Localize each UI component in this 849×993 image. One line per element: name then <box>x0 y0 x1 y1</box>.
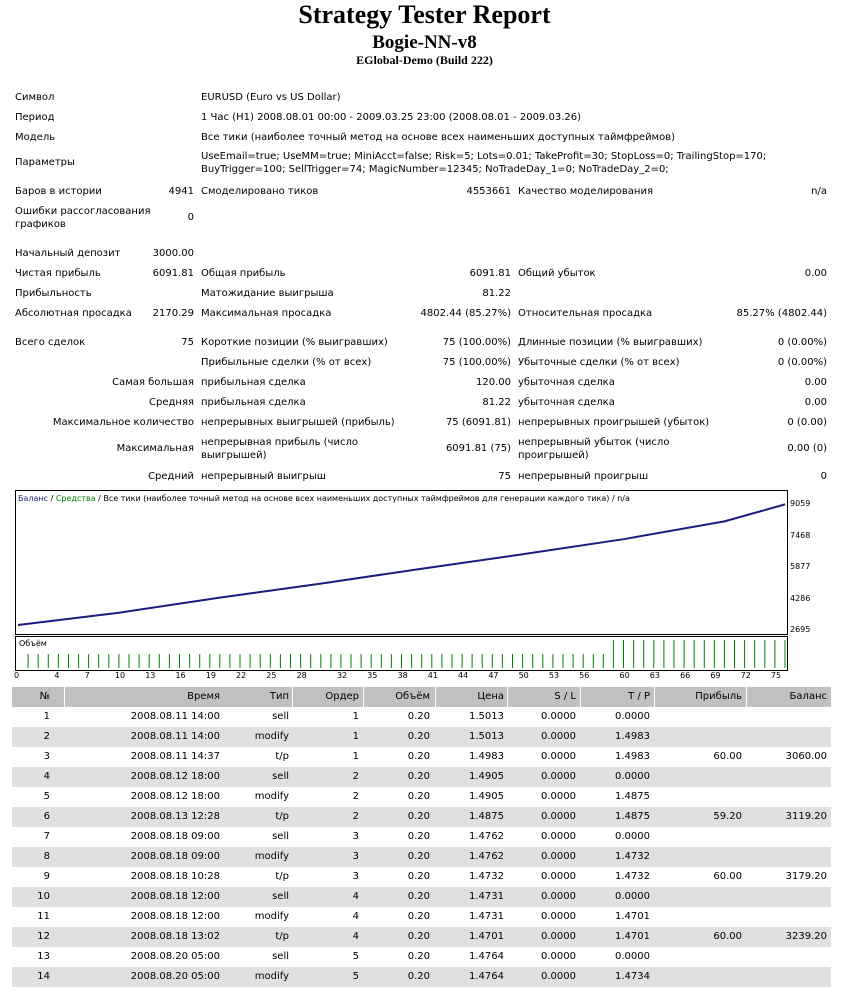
balance-y-tick: 5877 <box>790 562 811 571</box>
table-cell: 1.4764 <box>469 971 504 982</box>
header-divider <box>363 687 364 707</box>
balance-plot <box>16 491 787 634</box>
table-cell: 2008.08.11 14:00 <box>130 711 220 722</box>
table-cell: 1.4905 <box>469 791 504 802</box>
errors-value: 0 <box>187 212 194 223</box>
gross-profit-value: 6091.81 <box>469 268 511 279</box>
column-header: S / L <box>554 691 576 702</box>
table-cell: sell <box>272 951 289 962</box>
table-cell: t/p <box>275 931 289 942</box>
table-cell: 11 <box>37 911 50 922</box>
table-cell: 1.4701 <box>469 931 504 942</box>
table-cell: 0.0000 <box>541 731 576 742</box>
largest-profit-value: 120.00 <box>476 377 511 388</box>
ticks-label: Смоделировано тиков <box>201 186 319 197</box>
total-trades-value: 75 <box>181 337 194 348</box>
table-cell: 6 <box>43 811 50 822</box>
column-header: Цена <box>477 691 504 702</box>
maximal-loss-value: 0.00 (0) <box>787 443 827 454</box>
volume-x-tick: 50 <box>518 671 529 680</box>
volume-x-tick: 75 <box>770 671 782 680</box>
table-cell: 0.0000 <box>541 851 576 862</box>
loss-trades-label: Убыточные сделки (% от всех) <box>518 357 680 368</box>
table-cell: 1 <box>352 751 359 762</box>
params-line-1: UseEmail=true; UseMM=true; MiniAcct=false; Risk=5; Lots=0.01; TakeProfit=30; StopLoss=0; TrailingStop=170; <box>201 151 767 162</box>
table-cell: sell <box>272 831 289 842</box>
table-row <box>12 947 831 967</box>
average-label: Средняя <box>149 397 194 408</box>
max-drawdown-value: 4802.44 (85.27%) <box>420 308 511 319</box>
volume-x-tick: 32 <box>336 671 348 680</box>
table-cell: 1.5013 <box>469 711 504 722</box>
table-cell: 4 <box>352 911 359 922</box>
table-cell: 0.0000 <box>615 951 650 962</box>
table-cell: 2008.08.18 13:02 <box>130 931 220 942</box>
header-divider <box>580 687 581 707</box>
trades-header <box>12 687 831 707</box>
maximal-label: Максимальная <box>116 443 194 454</box>
table-cell: modify <box>254 791 289 802</box>
header-divider <box>435 687 436 707</box>
net-profit-value: 6091.81 <box>152 268 194 279</box>
avg-consecutive-losses-value: 0 <box>820 471 827 482</box>
table-cell: 0.0000 <box>541 871 576 882</box>
table-cell: 1.4875 <box>615 791 650 802</box>
table-row <box>12 967 831 987</box>
table-cell: 60.00 <box>713 751 742 762</box>
table-cell: 1.4734 <box>615 971 650 982</box>
table-cell: 4 <box>352 891 359 902</box>
table-cell: 0.0000 <box>541 951 576 962</box>
errors-label-2: графиков <box>15 219 66 230</box>
maximal-loss-label-1: непрерывный убыток (число <box>518 437 670 448</box>
table-cell: 5 <box>352 951 359 962</box>
table-cell: 3060.00 <box>785 751 827 762</box>
table-cell: 3 <box>352 871 359 882</box>
table-cell: 2008.08.18 09:00 <box>130 851 220 862</box>
gross-loss-label: Общий убыток <box>518 268 596 279</box>
table-cell: 2 <box>352 811 359 822</box>
table-cell: t/p <box>275 751 289 762</box>
table-cell: 0.0000 <box>615 711 650 722</box>
table-cell: 0.20 <box>407 871 430 882</box>
table-cell: 3179.20 <box>785 871 827 882</box>
table-cell: 1.4875 <box>615 811 650 822</box>
table-cell: 1.4701 <box>615 931 650 942</box>
table-cell: 0.20 <box>407 811 430 822</box>
table-cell: modify <box>254 731 289 742</box>
table-row <box>12 927 831 947</box>
short-positions-value: 75 (100.00%) <box>442 337 511 348</box>
table-cell: 0.20 <box>407 851 430 862</box>
table-cell: 5 <box>352 971 359 982</box>
table-cell: t/p <box>275 871 289 882</box>
table-cell: 3 <box>43 751 50 762</box>
largest-loss-value: 0.00 <box>804 377 827 388</box>
balance-line <box>18 504 785 625</box>
volume-x-tick: 22 <box>236 671 247 680</box>
max-drawdown-label: Максимальная просадка <box>201 308 332 319</box>
volume-x-tick: 28 <box>296 671 307 680</box>
table-cell: modify <box>254 851 289 862</box>
table-cell: 60.00 <box>713 871 742 882</box>
volume-label: Объём <box>19 639 47 648</box>
table-cell: 59.20 <box>713 811 742 822</box>
expected-payoff-label: Матожидание выигрыша <box>201 288 334 299</box>
table-cell: 0.0000 <box>541 831 576 842</box>
max-count-losses-label: непрерывных проигрышей (убыток) <box>518 417 710 428</box>
table-cell: 0.0000 <box>541 811 576 822</box>
table-cell: 1.4731 <box>469 891 504 902</box>
quality-value: n/a <box>811 186 827 197</box>
bars-value: 4941 <box>168 186 194 197</box>
table-cell: 10 <box>37 891 50 902</box>
table-cell: 0.0000 <box>541 911 576 922</box>
table-cell: 0.20 <box>407 751 430 762</box>
table-cell: 0.0000 <box>541 891 576 902</box>
model-label: Модель <box>15 132 56 143</box>
max-count-wins-label: непрерывных выигрышей (прибыль) <box>201 417 395 428</box>
max-count-losses-value: 0 (0.00) <box>787 417 827 428</box>
table-cell: 1 <box>352 731 359 742</box>
errors-label-1: Ошибки рассогласования <box>15 206 151 217</box>
table-cell: 0.20 <box>407 831 430 842</box>
maximal-loss-label-2: проигрышей) <box>518 450 589 461</box>
deposit-value: 3000.00 <box>152 248 194 259</box>
header-divider <box>746 687 747 707</box>
table-cell: 1 <box>43 711 50 722</box>
long-positions-value: 0 (0.00%) <box>777 337 827 348</box>
table-cell: 2008.08.11 14:37 <box>130 751 220 762</box>
report-title: Strategy Tester Report <box>298 0 551 29</box>
column-header: T / P <box>628 691 650 702</box>
table-cell: 1.4983 <box>615 751 650 762</box>
table-cell: 1.4983 <box>469 751 504 762</box>
header-divider <box>292 687 293 707</box>
table-cell: 0.20 <box>407 971 430 982</box>
table-cell: 3239.20 <box>785 931 827 942</box>
volume-x-tick: 72 <box>740 671 751 680</box>
expert-name: Bogie-NN-v8 <box>372 32 477 53</box>
volume-x-tick: 69 <box>710 671 721 680</box>
gross-loss-value: 0.00 <box>804 268 827 279</box>
table-cell: modify <box>254 911 289 922</box>
profit-trades-value: 75 (100.00%) <box>442 357 511 368</box>
table-cell: 2 <box>352 771 359 782</box>
table-cell: 3 <box>352 831 359 842</box>
average-loss-label: убыточная сделка <box>518 397 615 408</box>
table-row <box>12 887 831 907</box>
table-cell: 4 <box>352 931 359 942</box>
table-cell: 2008.08.13 12:28 <box>130 811 220 822</box>
avg-consecutive-wins-value: 75 <box>498 471 511 482</box>
table-cell: 0.20 <box>407 771 430 782</box>
table-row <box>12 867 831 887</box>
table-cell: sell <box>272 771 289 782</box>
table-row <box>12 747 831 767</box>
table-row <box>12 847 831 867</box>
table-row <box>12 907 831 927</box>
largest-profit-label: прибыльная сделка <box>201 377 306 388</box>
table-cell: 8 <box>43 851 50 862</box>
rel-drawdown-label: Относительная просадка <box>518 308 653 319</box>
balance-y-tick: 2695 <box>790 625 811 634</box>
table-cell: 5 <box>43 791 50 802</box>
table-cell: 1.4732 <box>615 871 650 882</box>
column-header: Тип <box>269 691 289 702</box>
table-row <box>12 767 831 787</box>
column-header: Объём <box>395 691 430 702</box>
gross-profit-label: Общая прибыль <box>201 268 286 279</box>
table-cell: 2008.08.18 12:00 <box>130 911 220 922</box>
table-cell: t/p <box>275 811 289 822</box>
table-cell: 1.4764 <box>469 951 504 962</box>
total-trades-label: Всего сделок <box>15 337 86 348</box>
long-positions-label: Длинные позиции (% выигравших) <box>518 337 703 348</box>
volume-chart <box>15 636 788 671</box>
volume-x-tick: 19 <box>205 671 216 680</box>
table-cell: 1.4762 <box>469 831 504 842</box>
table-cell: 1.4905 <box>469 771 504 782</box>
server-name: EGlobal-Demo (Build 222) <box>356 53 493 67</box>
table-cell: 0.20 <box>407 891 430 902</box>
table-cell: 1.5013 <box>469 731 504 742</box>
table-cell: 1.4875 <box>469 811 504 822</box>
volume-x-tick: 60 <box>619 671 630 680</box>
column-header: Ордер <box>325 691 359 702</box>
legend-separator: / <box>48 494 56 503</box>
abs-drawdown-label: Абсолютная просадка <box>15 308 132 319</box>
legend-description: / Все тики (наиболее точный метод на основе всех наименьших доступных таймфреймов для генерации каждого тика) / n/a <box>95 494 630 503</box>
average-loss-value: 0.00 <box>804 397 827 408</box>
table-cell: 7 <box>43 831 50 842</box>
model-value: Все тики (наиболее точный метод на основе всех наименьших доступных таймфреймов) <box>201 132 676 143</box>
largest-loss-label: убыточная сделка <box>518 377 615 388</box>
period-value: 1 Час (H1) 2008.08.01 00:00 - 2009.03.25 23:00 (2008.08.01 - 2009.03.26) <box>201 112 581 123</box>
symbol-value: EURUSD (Euro vs US Dollar) <box>201 92 341 103</box>
volume-x-tick: 25 <box>266 671 277 680</box>
table-cell: 0.0000 <box>541 711 576 722</box>
period-label: Период <box>15 112 55 123</box>
table-row <box>12 727 831 747</box>
table-cell: 13 <box>37 951 50 962</box>
table-cell: 0.20 <box>407 931 430 942</box>
table-cell: 12 <box>37 931 50 942</box>
column-header: Прибыль <box>695 691 742 702</box>
table-cell: 2 <box>352 791 359 802</box>
volume-plot <box>16 637 787 670</box>
table-cell: 0.20 <box>407 951 430 962</box>
header-divider <box>654 687 655 707</box>
table-row <box>12 807 831 827</box>
table-cell: 1.4731 <box>469 911 504 922</box>
average-profit-value: 81.22 <box>482 397 511 408</box>
largest-label: Самая большая <box>112 377 194 388</box>
table-cell: 14 <box>37 971 50 982</box>
table-cell: 3119.20 <box>785 811 827 822</box>
table-row <box>12 827 831 847</box>
volume-x-tick: 38 <box>397 671 408 680</box>
legend-equity: Средства <box>55 494 96 503</box>
table-cell: 0.20 <box>407 711 430 722</box>
expected-payoff-value: 81.22 <box>482 288 511 299</box>
avg-consecutive-losses-label: непрерывный проигрыш <box>518 471 649 482</box>
volume-x-tick: 41 <box>427 671 438 680</box>
table-cell: 60.00 <box>713 931 742 942</box>
net-profit-label: Чистая прибыль <box>15 268 101 279</box>
table-cell: 1.4732 <box>469 871 504 882</box>
table-cell: 1 <box>352 711 359 722</box>
volume-x-tick: 56 <box>579 671 590 680</box>
table-cell: 2 <box>43 731 50 742</box>
table-cell: 2008.08.12 18:00 <box>130 791 220 802</box>
volume-x-tick: 4 <box>54 671 60 680</box>
column-header: Баланс <box>789 691 827 702</box>
balance-chart <box>15 490 788 635</box>
balance-y-tick: 9059 <box>790 499 811 508</box>
table-row <box>12 707 831 727</box>
table-cell: 0.0000 <box>615 831 650 842</box>
table-cell: modify <box>254 971 289 982</box>
ticks-value: 4553661 <box>466 186 511 197</box>
table-cell: 4 <box>43 771 50 782</box>
deposit-label: Начальный депозит <box>15 248 121 259</box>
volume-x-tick: 13 <box>145 671 156 680</box>
symbol-label: Символ <box>15 92 55 103</box>
volume-x-tick: 0 <box>14 671 20 680</box>
maximal-profit-label-1: непрерывная прибыль (число <box>201 437 358 448</box>
volume-x-tick: 47 <box>488 671 499 680</box>
table-cell: 0.0000 <box>615 891 650 902</box>
params-label: Параметры <box>15 157 75 168</box>
volume-x-tick: 35 <box>367 671 378 680</box>
header-divider <box>64 687 65 707</box>
table-cell: sell <box>272 891 289 902</box>
volume-x-tick: 10 <box>114 671 126 680</box>
table-cell: sell <box>272 711 289 722</box>
table-cell: 0.0000 <box>541 971 576 982</box>
table-cell: 2008.08.11 14:00 <box>130 731 220 742</box>
table-cell: 1.4701 <box>615 911 650 922</box>
avg-consecutive-label: Средний <box>148 471 194 482</box>
table-cell: 2008.08.20 05:00 <box>130 951 220 962</box>
maximal-profit-value: 6091.81 (75) <box>445 443 511 454</box>
table-row <box>12 787 831 807</box>
table-cell: 9 <box>43 871 50 882</box>
table-cell: 1.4983 <box>615 731 650 742</box>
table-cell: 0.20 <box>407 791 430 802</box>
average-profit-label: прибыльная сделка <box>201 397 306 408</box>
table-cell: 0.0000 <box>615 771 650 782</box>
table-cell: 1.4762 <box>469 851 504 862</box>
volume-x-tick: 16 <box>175 671 186 680</box>
maximal-profit-label-2: выигрышей) <box>201 450 267 461</box>
loss-trades-value: 0 (0.00%) <box>777 357 827 368</box>
table-cell: 0.20 <box>407 731 430 742</box>
profit-factor-label: Прибыльность <box>15 288 92 299</box>
table-cell: 0.0000 <box>541 771 576 782</box>
volume-x-tick: 66 <box>680 671 691 680</box>
max-count-label: Максимальное количество <box>52 417 194 428</box>
balance-y-tick: 4286 <box>790 593 811 603</box>
short-positions-label: Короткие позиции (% выигравших) <box>201 337 388 348</box>
balance-y-tick: 7468 <box>790 530 811 540</box>
volume-x-tick: 53 <box>548 671 560 680</box>
abs-drawdown-value: 2170.29 <box>152 308 194 319</box>
table-cell: 2008.08.12 18:00 <box>130 771 220 782</box>
volume-x-tick: 7 <box>84 671 90 680</box>
profit-trades-label: Прибыльные сделки (% от всех) <box>201 357 372 368</box>
quality-label: Качество моделирования <box>518 186 653 197</box>
table-cell: 0.0000 <box>541 791 576 802</box>
avg-consecutive-wins-label: непрерывный выигрыш <box>201 471 326 482</box>
table-cell: 0.0000 <box>541 931 576 942</box>
header-divider <box>507 687 508 707</box>
table-cell: 2008.08.18 12:00 <box>130 891 220 902</box>
column-header: № <box>39 691 50 702</box>
params-line-2: BuyTrigger=100; SellTrigger=74; MagicNumber=12345; NoTradeDay_1=0; NoTradeDay_2=0; <box>201 164 669 175</box>
bars-label: Баров в истории <box>15 186 102 197</box>
volume-x-tick: 44 <box>458 671 469 680</box>
column-header: Время <box>187 691 220 702</box>
table-cell: 2008.08.18 09:00 <box>130 831 220 842</box>
rel-drawdown-value: 85.27% (4802.44) <box>736 308 827 319</box>
table-cell: 3 <box>352 851 359 862</box>
table-cell: 2008.08.20 05:00 <box>130 971 220 982</box>
legend-balance: Баланс <box>18 494 49 503</box>
table-cell: 1.4732 <box>615 851 650 862</box>
table-cell: 2008.08.18 10:28 <box>130 871 220 882</box>
table-cell: 0.0000 <box>541 751 576 762</box>
volume-x-tick: 63 <box>649 671 660 680</box>
table-cell: 0.20 <box>407 911 430 922</box>
max-count-wins-value: 75 (6091.81) <box>445 417 511 428</box>
